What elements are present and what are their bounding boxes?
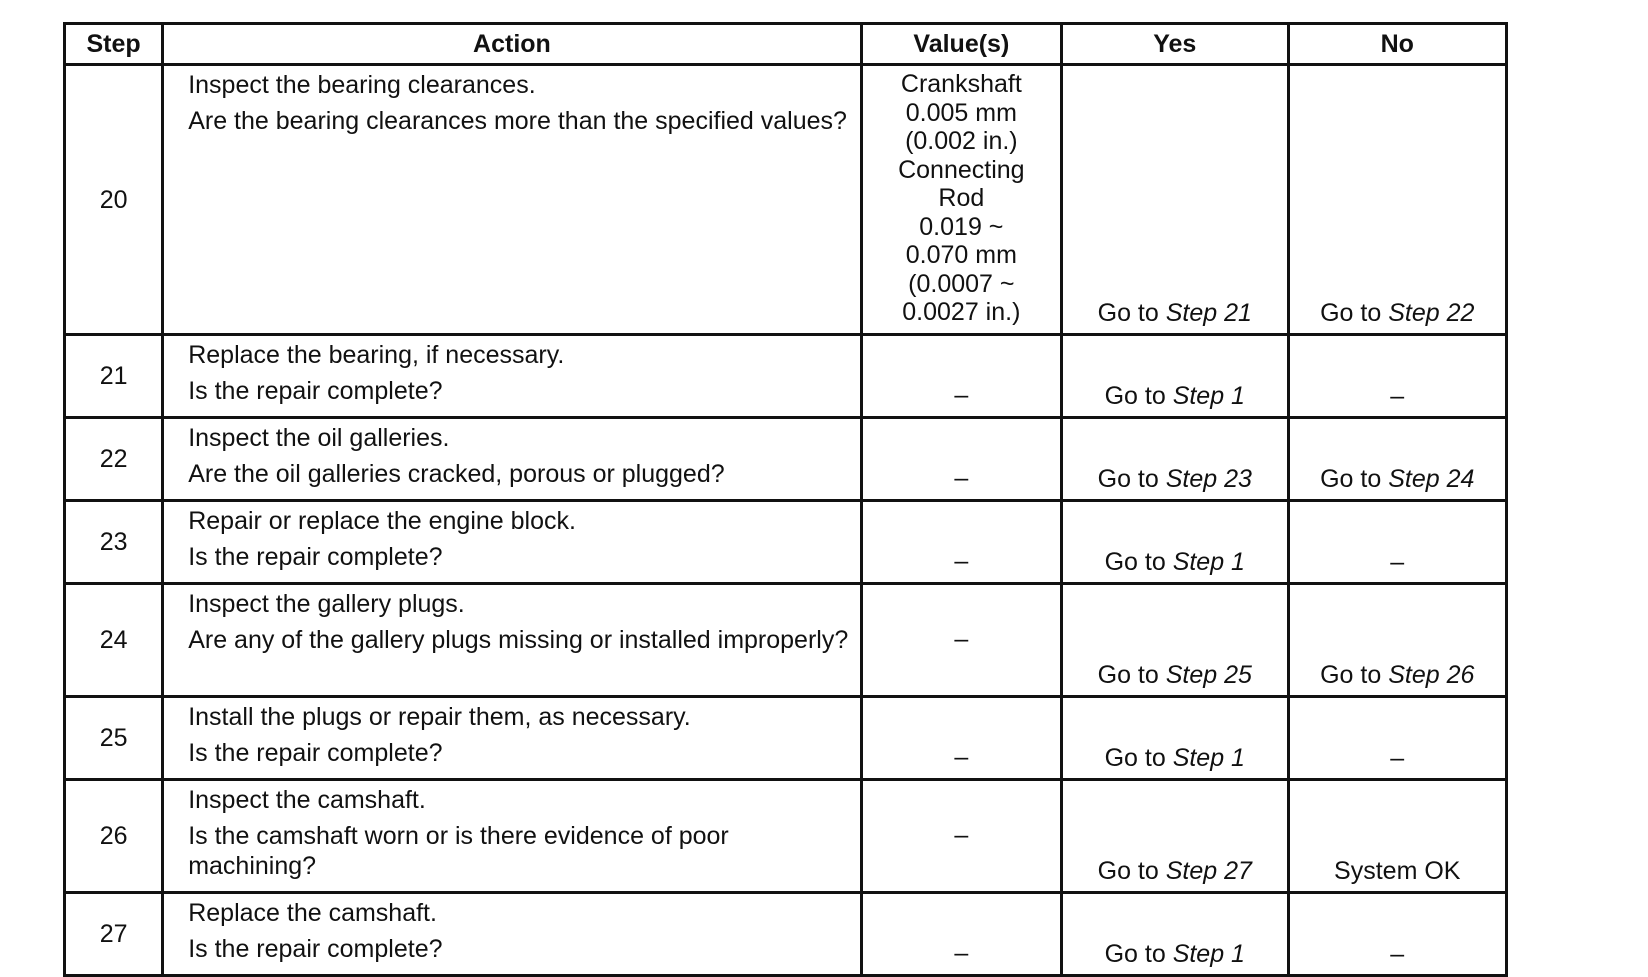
outcome-prefix: Go to: [1097, 465, 1166, 493]
header-step: Step: [65, 24, 163, 65]
action-cell: [163, 584, 861, 697]
action-question: Are any of the gallery plugs missing or installed improperly?: [188, 626, 849, 654]
values-cell: –: [861, 501, 1061, 584]
step-number: 23: [65, 501, 163, 584]
outcome-prefix: Go to: [1097, 299, 1166, 327]
table-row: [65, 335, 1507, 418]
outcome-prefix: Go to: [1320, 661, 1389, 689]
outcome-prefix: Go to: [1104, 744, 1173, 772]
outcome-prefix: Go to: [1104, 940, 1173, 968]
outcome-prefix: –: [1390, 940, 1405, 968]
outcome-prefix: Go to: [1320, 299, 1389, 327]
no-outcome: [1288, 65, 1506, 335]
diagnostic-table: [63, 22, 1508, 977]
value-line: 0.019 ~: [919, 212, 1004, 241]
value-line: 0.070 mm: [905, 241, 1017, 269]
action-instruction: Replace the bearing, if necessary.: [188, 341, 565, 369]
value-line: (0.0007 ~: [908, 269, 1015, 298]
action-cell: [163, 780, 861, 893]
step-reference: Step 25: [1165, 661, 1252, 689]
action-question: Are the bearing clearances more than the specified values?: [188, 107, 847, 135]
values-cell: [861, 65, 1061, 335]
values-cell: –: [861, 335, 1061, 418]
action-question: Are the oil galleries cracked, porous or plugged?: [188, 460, 725, 488]
step-number: 21: [65, 335, 163, 418]
no-outcome: [1288, 418, 1506, 501]
action-cell: [163, 335, 861, 418]
yes-outcome: [1062, 501, 1288, 584]
yes-outcome: [1062, 335, 1288, 418]
yes-outcome: [1062, 418, 1288, 501]
table-row: [65, 418, 1507, 501]
action-instruction: Inspect the camshaft.: [188, 786, 426, 814]
no-outcome: [1288, 335, 1506, 418]
action-cell: [163, 893, 861, 976]
header-row: [65, 24, 1507, 65]
no-outcome: [1288, 780, 1506, 893]
action-cell: [163, 418, 861, 501]
table-row: [65, 893, 1507, 976]
header-no: No: [1288, 24, 1506, 65]
yes-outcome: [1062, 584, 1288, 697]
action-cell: [163, 501, 861, 584]
step-reference: Step 21: [1165, 299, 1252, 327]
outcome-prefix: –: [1390, 744, 1405, 772]
value-line: Crankshaft: [900, 70, 1022, 98]
step-reference: Step 23: [1165, 465, 1252, 493]
value-line: 0.005 mm: [905, 98, 1017, 127]
table-row: [65, 780, 1507, 893]
table-row: [65, 65, 1507, 335]
step-number: 20: [65, 65, 163, 335]
action-cell: [163, 65, 861, 335]
action-question: Is the repair complete?: [188, 739, 443, 767]
yes-outcome: [1062, 65, 1288, 335]
outcome-prefix: Go to: [1104, 382, 1173, 410]
no-outcome: [1288, 697, 1506, 780]
values-cell: –: [861, 418, 1061, 501]
step-reference: Step 27: [1165, 857, 1252, 885]
outcome-prefix: –: [1390, 382, 1405, 410]
action-instruction: Install the plugs or repair them, as necessary.: [188, 703, 691, 731]
values-cell: –: [861, 780, 1061, 893]
header-yes: Yes: [1062, 24, 1288, 65]
outcome-prefix: –: [1390, 548, 1405, 576]
action-question: Is the repair complete?: [188, 543, 443, 571]
action-cell: [163, 697, 861, 780]
value-line: (0.002 in.): [905, 127, 1018, 155]
value-line: Connecting: [898, 155, 1025, 184]
values-cell: –: [861, 697, 1061, 780]
table-row: [65, 584, 1507, 697]
values-cell: –: [861, 584, 1061, 697]
step-reference: Step 1: [1172, 744, 1245, 772]
outcome-prefix: Go to: [1097, 661, 1166, 689]
step-reference: Step 26: [1388, 661, 1475, 689]
no-outcome: [1288, 501, 1506, 584]
action-question: Is the camshaft worn or is there evidence of poor machining?: [188, 822, 729, 880]
table-row: [65, 501, 1507, 584]
no-outcome: [1288, 893, 1506, 976]
value-line: 0.0027 in.): [902, 298, 1021, 326]
step-number: 22: [65, 418, 163, 501]
step-reference: Step 22: [1388, 299, 1475, 327]
outcome-prefix: System OK: [1334, 857, 1461, 885]
action-instruction: Repair or replace the engine block.: [188, 507, 576, 535]
action-instruction: Inspect the bearing clearances.: [188, 71, 536, 99]
action-instruction: Inspect the gallery plugs.: [188, 590, 465, 618]
action-instruction: Replace the camshaft.: [188, 899, 437, 927]
step-number: 24: [65, 584, 163, 697]
action-question: Is the repair complete?: [188, 377, 443, 405]
step-reference: Step 1: [1172, 940, 1245, 968]
action-instruction: Inspect the oil galleries.: [188, 424, 450, 452]
outcome-prefix: Go to: [1320, 465, 1389, 493]
header-action: Action: [163, 24, 861, 65]
yes-outcome: [1062, 697, 1288, 780]
step-number: 26: [65, 780, 163, 893]
yes-outcome: [1062, 780, 1288, 893]
step-reference: Step 1: [1172, 548, 1245, 576]
step-reference: Step 1: [1172, 382, 1245, 410]
yes-outcome: [1062, 893, 1288, 976]
values-cell: –: [861, 893, 1061, 976]
step-number: 27: [65, 893, 163, 976]
header-values: Value(s): [861, 24, 1061, 65]
no-outcome: [1288, 584, 1506, 697]
step-number: 25: [65, 697, 163, 780]
outcome-prefix: Go to: [1097, 857, 1166, 885]
action-question: Is the repair complete?: [188, 935, 443, 963]
step-reference: Step 24: [1388, 465, 1475, 493]
outcome-prefix: Go to: [1104, 548, 1173, 576]
value-line: Rod: [938, 184, 985, 212]
table-row: [65, 697, 1507, 780]
